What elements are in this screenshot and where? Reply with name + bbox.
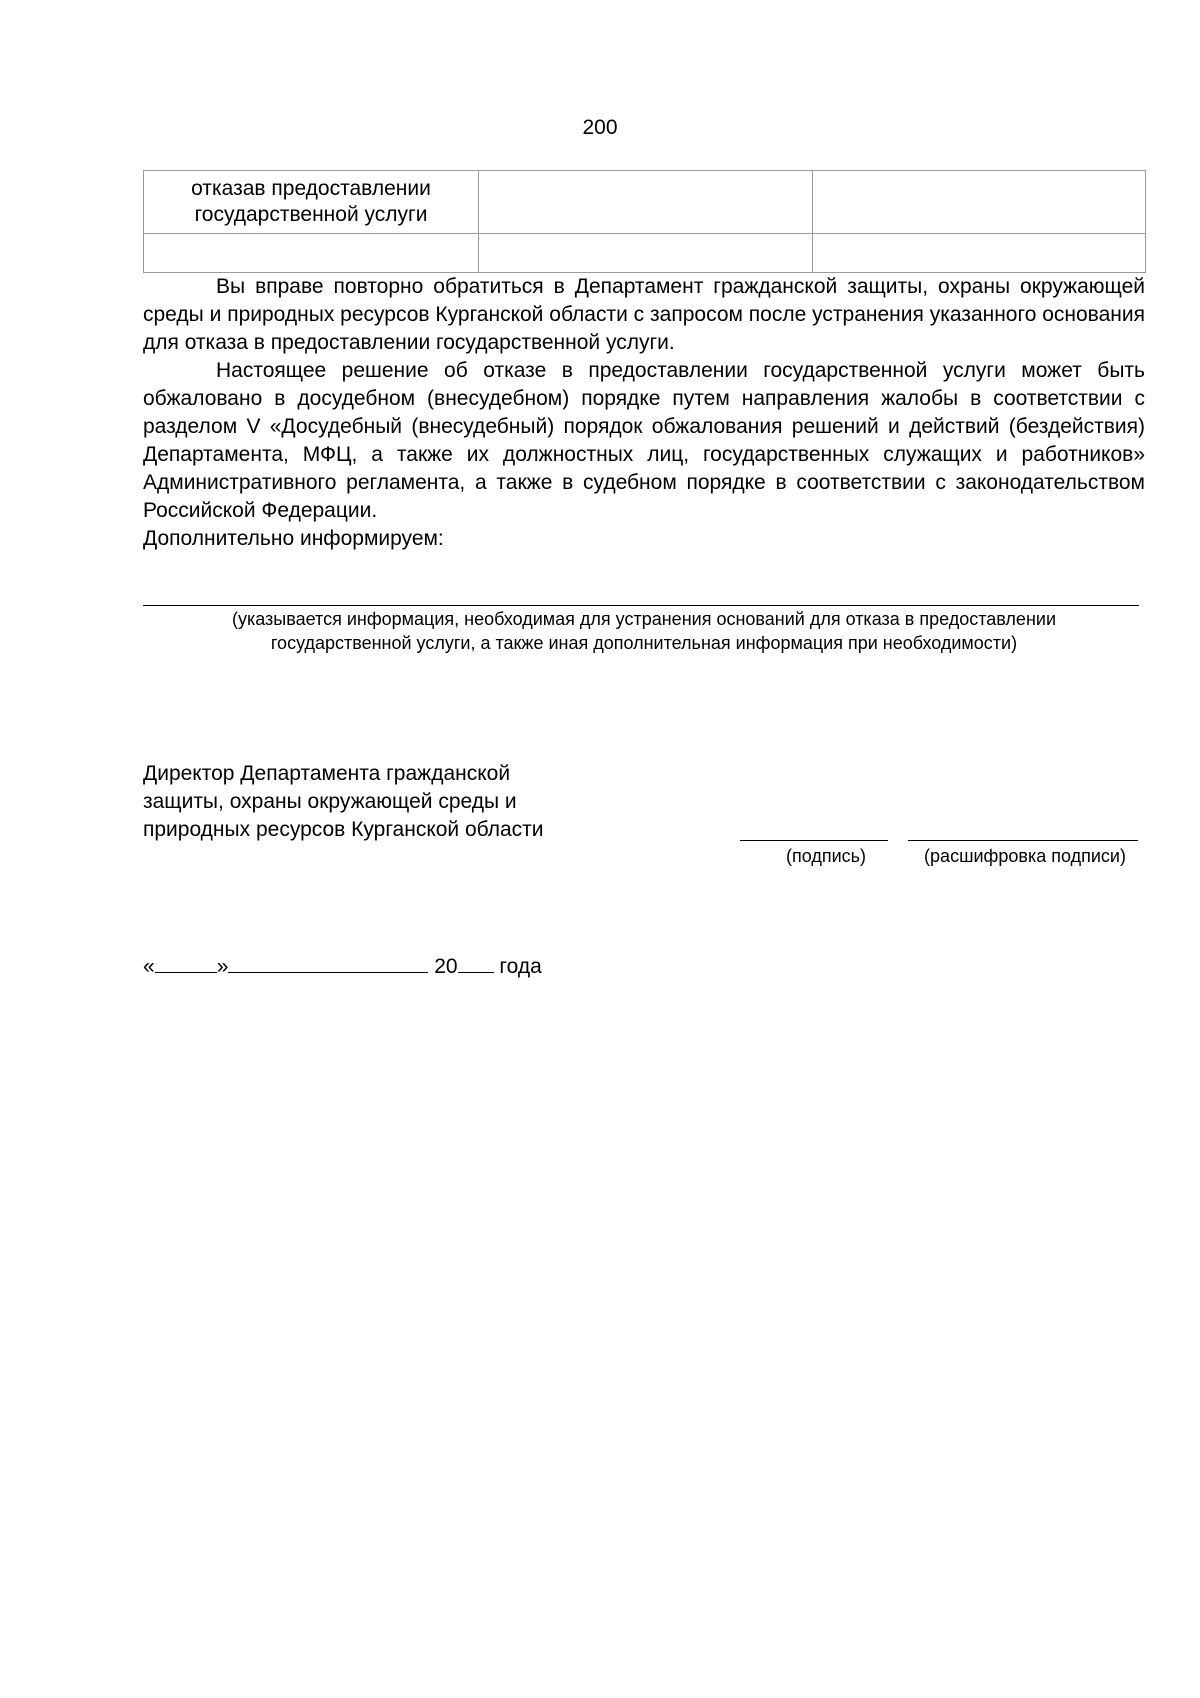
table-cell: [144, 234, 479, 273]
table-cell: отказав предоставлении государственной услуги: [144, 171, 479, 234]
table-row: [144, 171, 1146, 234]
refusal-table: [143, 170, 1146, 273]
date-year-blank: [458, 952, 494, 973]
table-cell: [479, 234, 813, 273]
table-cell: [479, 171, 813, 234]
director-title-line: защиты, охраны окружающей среды и: [143, 790, 517, 813]
date-close-quote: »: [216, 955, 229, 978]
additional-info-fill-line: [143, 605, 1139, 606]
date-line: [143, 952, 542, 981]
director-title: [143, 760, 623, 844]
appeal-paragraph: Настоящее решение об отказе в предоставлении государственной услуги может быть обжаловано в досудебном (внесудебном) порядке путем направления жалобы в соответствии с разделом V «Досудебный (внесудебный) порядок обжалования решений и действий (бездействия) Департамента, МФЦ, а также их должностных лиц, государственных служащих и работников» Административного регламента, а также в судебном порядке в соответствии с законодательством Российской Федерации.: [143, 359, 1145, 522]
page-number: 200: [582, 116, 618, 139]
hint-line: (указывается информация, необходимая для устранения оснований для отказа в предоставлении: [231, 609, 1056, 629]
signature-line: [740, 840, 888, 841]
additional-info-label: Дополнительно информируем:: [143, 527, 444, 550]
additional-info-hint: [143, 607, 1145, 655]
hint-line: государственной услуги, а также иная дополнительная информация при необходимости): [270, 633, 1018, 653]
date-open-quote: «: [143, 955, 155, 978]
body-text: [143, 273, 1145, 553]
date-year-suffix: года: [499, 955, 542, 978]
director-title-line: природных ресурсов Курганской области: [143, 818, 544, 841]
director-title-line: Директор Департамента гражданской: [143, 762, 511, 785]
reapply-paragraph: Вы вправе повторно обратиться в Департамент гражданской защиты, охраны окружающей среды и природных ресурсов Курганской области с запросом после устранения указанного основания для отказа в предоставлении государственной услуги.: [143, 275, 1145, 354]
signature-caption: (подпись): [785, 846, 867, 866]
table-cell: [813, 171, 1146, 234]
signature-decoding-caption: (расшифровка подписи): [924, 846, 1126, 866]
date-month-blank: [228, 952, 428, 973]
date-day-blank: [155, 952, 217, 973]
signature-decoding-line: [908, 840, 1138, 841]
date-year-prefix: 20: [434, 955, 458, 978]
table-row: [144, 234, 1146, 273]
table-cell: [813, 234, 1146, 273]
